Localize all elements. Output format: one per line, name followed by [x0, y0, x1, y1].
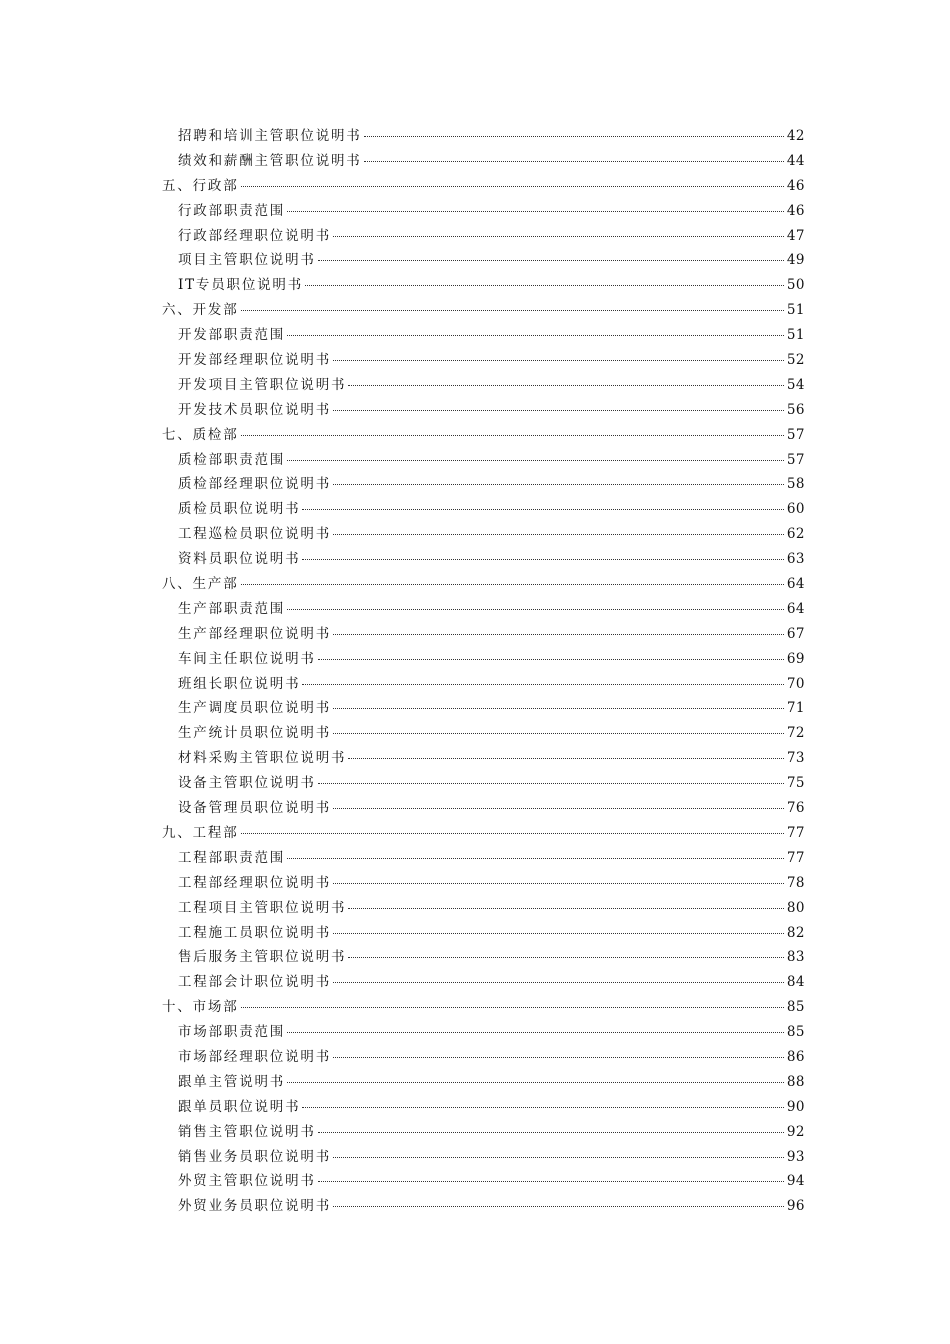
- toc-entry-label: 生产部经理职位说明书: [178, 625, 331, 642]
- toc-page-number: 72: [786, 725, 805, 742]
- toc-entry[interactable]: [162, 472, 805, 497]
- toc-dot-leader: [364, 161, 784, 162]
- toc-dot-leader: [348, 758, 784, 759]
- toc-dot-leader: [333, 634, 784, 635]
- toc-entry-label: 车间主任职位说明书: [178, 650, 316, 667]
- toc-entry[interactable]: [162, 1120, 805, 1145]
- toc-page-number: 47: [786, 227, 805, 244]
- toc-page-number: 49: [786, 252, 805, 269]
- toc-entry-label: 开发项目主管职位说明书: [178, 376, 347, 393]
- toc-entry-label: 工程部职责范围: [178, 849, 286, 866]
- toc-entry-label: 招聘和培训主管职位说明书: [178, 128, 362, 144]
- toc-entry[interactable]: [162, 348, 805, 373]
- toc-page-number: 77: [786, 849, 805, 866]
- toc-entry[interactable]: [162, 1070, 805, 1095]
- toc-page-number: 86: [786, 1048, 805, 1065]
- toc-dot-leader: [302, 684, 783, 685]
- toc-dot-leader: [333, 360, 784, 361]
- toc-dot-leader: [302, 1107, 783, 1108]
- toc-entry[interactable]: [162, 522, 805, 547]
- toc-section-entry[interactable]: [162, 423, 805, 448]
- toc-entry[interactable]: [162, 199, 805, 224]
- toc-dot-leader: [241, 310, 784, 311]
- toc-entry-label: 工程施工员职位说明书: [178, 924, 331, 941]
- toc-entry-label: 质检部经理职位说明书: [178, 476, 331, 493]
- toc-page-number: 52: [786, 352, 805, 369]
- toc-page-number: 77: [786, 824, 805, 841]
- toc-dot-leader: [305, 285, 784, 286]
- toc-entry[interactable]: [162, 846, 805, 871]
- toc-entry-label: 开发部职责范围: [178, 327, 286, 344]
- toc-page-number: 70: [786, 675, 805, 692]
- toc-entry[interactable]: [162, 721, 805, 746]
- toc-dot-leader: [287, 1032, 784, 1033]
- toc-entry-label: 资料员职位说明书: [178, 551, 301, 568]
- toc-entry-label: 售后服务主管职位说明书: [178, 949, 347, 966]
- toc-page-number: 73: [786, 750, 805, 767]
- toc-entry-label: 开发技术员职位说明书: [178, 401, 331, 418]
- toc-dot-leader: [333, 236, 784, 237]
- toc-entry[interactable]: [162, 771, 805, 796]
- toc-dot-leader: [318, 1181, 784, 1182]
- toc-dot-leader: [318, 260, 784, 261]
- toc-dot-leader: [333, 534, 784, 535]
- toc-entry[interactable]: [162, 448, 805, 473]
- toc-entry-label: 质检员职位说明书: [178, 501, 301, 518]
- toc-page-number: 90: [786, 1098, 805, 1115]
- toc-page-number: 50: [786, 277, 805, 294]
- toc-entry-label: 质检部职责范围: [178, 451, 286, 468]
- toc-entry-label: 跟单主管说明书: [178, 1073, 286, 1090]
- toc-entry-label: 跟单员职位说明书: [178, 1098, 301, 1115]
- toc-entry[interactable]: [162, 273, 805, 298]
- toc-dot-leader: [348, 957, 784, 958]
- toc-entry-label: 外贸业务员职位说明书: [178, 1198, 331, 1215]
- toc-section-entry[interactable]: [162, 174, 805, 199]
- toc-entry[interactable]: [162, 945, 805, 970]
- toc-entry[interactable]: [162, 398, 805, 423]
- toc-entry[interactable]: [162, 871, 805, 896]
- toc-entry[interactable]: [162, 597, 805, 622]
- toc-entry-label: 设备管理员职位说明书: [178, 800, 331, 817]
- toc-entry[interactable]: [162, 921, 805, 946]
- toc-dot-leader: [333, 733, 784, 734]
- toc-entry-label: 材料采购主管职位说明书: [178, 750, 347, 767]
- toc-entry-label: 绩效和薪酬主管职位说明书: [178, 152, 362, 169]
- toc-entry-label: 工程巡检员职位说明书: [178, 526, 331, 543]
- toc-dot-leader: [318, 659, 784, 660]
- toc-dot-leader: [287, 1082, 784, 1083]
- toc-page-number: 60: [786, 501, 805, 518]
- toc-entry-label: 六、开发部: [162, 302, 239, 319]
- toc-entry[interactable]: [162, 1194, 805, 1219]
- toc-entry[interactable]: [162, 1045, 805, 1070]
- toc-entry[interactable]: [162, 124, 805, 149]
- toc-page-number: 92: [786, 1123, 805, 1140]
- toc-entry[interactable]: [162, 796, 805, 821]
- toc-entry-label: 项目主管职位说明书: [178, 252, 316, 269]
- toc-entry-label: 市场部职责范围: [178, 1024, 286, 1041]
- toc-entry-label: 外贸主管职位说明书: [178, 1173, 316, 1190]
- toc-entry[interactable]: [162, 647, 805, 672]
- toc-dot-leader: [333, 883, 784, 884]
- toc-dot-leader: [333, 1057, 784, 1058]
- toc-dot-leader: [287, 460, 784, 461]
- toc-page-number: 69: [786, 650, 805, 667]
- toc-section-entry[interactable]: [162, 995, 805, 1020]
- toc-entry-label: 八、生产部: [162, 576, 239, 593]
- toc-page-number: 56: [786, 401, 805, 418]
- toc-entry[interactable]: [162, 1020, 805, 1045]
- toc-dot-leader: [287, 609, 784, 610]
- toc-entry-label: 工程部会计职位说明书: [178, 974, 331, 991]
- toc-dot-leader: [287, 211, 784, 212]
- toc-page-number: 94: [786, 1173, 805, 1190]
- toc-entry-label: 销售主管职位说明书: [178, 1123, 316, 1140]
- toc-entry-label: 生产部职责范围: [178, 600, 286, 617]
- toc-section-entry[interactable]: [162, 821, 805, 846]
- toc-dot-leader: [348, 385, 784, 386]
- toc-entry-label: 七、质检部: [162, 426, 239, 443]
- toc-page-number: 58: [786, 476, 805, 493]
- toc-page-number: 85: [786, 999, 805, 1016]
- toc-entry-label: 开发部经理职位说明书: [178, 352, 331, 369]
- toc-dot-leader: [287, 335, 784, 336]
- toc-entry-label: 工程部经理职位说明书: [178, 874, 331, 891]
- toc-dot-leader: [333, 1157, 784, 1158]
- toc-page-number: 71: [786, 700, 805, 717]
- toc-entry-label: 行政部经理职位说明书: [178, 227, 331, 244]
- toc-page-number: 85: [786, 1024, 805, 1041]
- toc-page-number: 46: [786, 177, 805, 194]
- toc-page-number: 51: [786, 302, 805, 319]
- toc-page-number: 42: [786, 128, 805, 144]
- toc-entry[interactable]: [162, 896, 805, 921]
- toc-dot-leader: [241, 435, 784, 436]
- toc-page-number: 75: [786, 775, 805, 792]
- toc-dot-leader: [364, 136, 784, 137]
- toc-page-number: 62: [786, 526, 805, 543]
- toc-page-number: 96: [786, 1198, 805, 1215]
- toc-entry-label: 九、工程部: [162, 824, 239, 841]
- toc-page-number: 82: [786, 924, 805, 941]
- toc-entry-label: 班组长职位说明书: [178, 675, 301, 692]
- toc-page-number: 76: [786, 800, 805, 817]
- toc-page-number: 67: [786, 625, 805, 642]
- toc-entry-label: 市场部经理职位说明书: [178, 1048, 331, 1065]
- toc-section-entry[interactable]: [162, 572, 805, 597]
- toc-page-number: 93: [786, 1148, 805, 1165]
- table-of-contents: [162, 124, 805, 1219]
- toc-page-number: 57: [786, 451, 805, 468]
- toc-entry[interactable]: [162, 497, 805, 522]
- toc-entry-label: 销售业务员职位说明书: [178, 1148, 331, 1165]
- toc-dot-leader: [241, 186, 784, 187]
- toc-entry-label: 五、行政部: [162, 177, 239, 194]
- toc-entry-label: 工程项目主管职位说明书: [178, 899, 347, 916]
- toc-entry-label: 行政部职责范围: [178, 202, 286, 219]
- toc-dot-leader: [287, 858, 784, 859]
- toc-entry[interactable]: [162, 672, 805, 697]
- toc-page-number: 80: [786, 899, 805, 916]
- toc-entry[interactable]: [162, 1095, 805, 1120]
- toc-page-number: 51: [786, 327, 805, 344]
- toc-page-number: 46: [786, 202, 805, 219]
- toc-page-number: 64: [786, 600, 805, 617]
- toc-entry[interactable]: [162, 696, 805, 721]
- toc-dot-leader: [302, 559, 783, 560]
- toc-entry[interactable]: [162, 622, 805, 647]
- toc-entry[interactable]: [162, 323, 805, 348]
- toc-entry[interactable]: [162, 1145, 805, 1170]
- toc-entry[interactable]: [162, 248, 805, 273]
- toc-entry-label: 十、市场部: [162, 999, 239, 1016]
- toc-dot-leader: [318, 1132, 784, 1133]
- toc-dot-leader: [241, 1007, 784, 1008]
- toc-page-number: 57: [786, 426, 805, 443]
- toc-dot-leader: [333, 808, 784, 809]
- toc-entry-label: 生产统计员职位说明书: [178, 725, 331, 742]
- toc-page-number: 84: [786, 974, 805, 991]
- toc-dot-leader: [333, 484, 784, 485]
- toc-dot-leader: [241, 833, 784, 834]
- toc-dot-leader: [241, 584, 784, 585]
- toc-dot-leader: [333, 410, 784, 411]
- toc-dot-leader: [333, 708, 784, 709]
- toc-dot-leader: [333, 1206, 784, 1207]
- toc-entry[interactable]: [162, 746, 805, 771]
- toc-entry-label: 设备主管职位说明书: [178, 775, 316, 792]
- toc-dot-leader: [318, 783, 784, 784]
- toc-page-number: 54: [786, 376, 805, 393]
- toc-entry[interactable]: [162, 970, 805, 995]
- toc-page-number: 83: [786, 949, 805, 966]
- toc-dot-leader: [348, 908, 784, 909]
- toc-dot-leader: [302, 509, 783, 510]
- toc-entry-label: IT专员职位说明书: [178, 277, 304, 294]
- toc-entry[interactable]: [162, 224, 805, 249]
- toc-dot-leader: [333, 933, 784, 934]
- toc-entry[interactable]: [162, 547, 805, 572]
- toc-page-number: 63: [786, 551, 805, 568]
- toc-page-number: 78: [786, 874, 805, 891]
- toc-entry[interactable]: [162, 1169, 805, 1194]
- toc-entry-label: 生产调度员职位说明书: [178, 700, 331, 717]
- toc-page-number: 64: [786, 576, 805, 593]
- toc-entry[interactable]: [162, 149, 805, 174]
- toc-dot-leader: [333, 982, 784, 983]
- toc-entry[interactable]: [162, 373, 805, 398]
- toc-section-entry[interactable]: [162, 298, 805, 323]
- toc-page-number: 88: [786, 1073, 805, 1090]
- toc-page-number: 44: [786, 152, 805, 169]
